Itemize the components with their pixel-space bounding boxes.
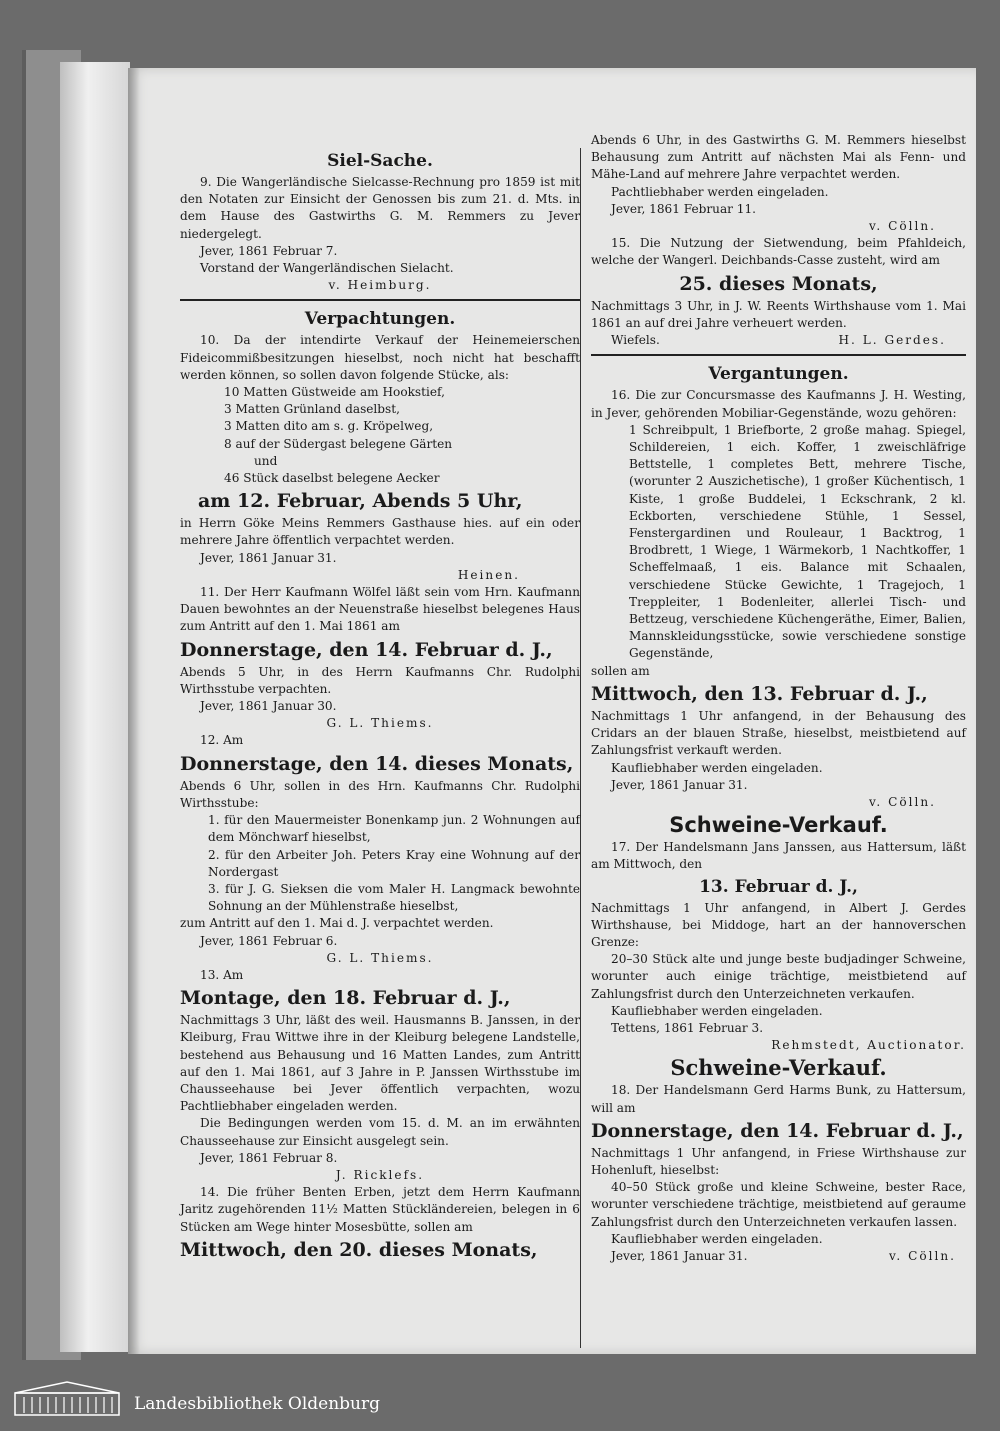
entry-10-date: Jever, 1861 Januar 31.	[200, 550, 337, 565]
entry-10-item: 10 Matten Güstweide am Hookstief,	[224, 385, 445, 400]
right-column	[591, 132, 966, 1265]
newspaper-page	[128, 68, 976, 1354]
entry-14-text: 14. Die früher Benten Erben, jetzt dem Herrn Kaufmann Jaritz zugehörenden 11½ Matten Stückländereien, belegen in 6 Stücken am Wege hinter Mosesbütte, sollen am	[180, 1185, 580, 1234]
entry-11-signature: G. L. Thiems.	[326, 716, 434, 731]
entry-11-text-2: Abends 5 Uhr, in des Herrn Kaufmanns Chr. Rudolphi Wirthsstube verpachten.	[180, 664, 580, 696]
entry-18-text-2: Nachmittags 1 Uhr anfangend, in Friese Wirthshause zur Hohenluft, hieselbst:	[591, 1145, 966, 1177]
vergantungen-heading: Vergantungen.	[708, 364, 849, 385]
library-name: Landesbibliothek Oldenburg	[134, 1394, 381, 1414]
entry-18-signature: v. Cölln.	[889, 1249, 956, 1264]
continuation-invite: Pachtliebhaber werden eingeladen.	[611, 184, 829, 199]
entry-13-text-2: Die Bedingungen werden vom 15. d. M. an im erwähnten Chausseehause zur Einsicht ausgelegt sein.	[180, 1116, 580, 1148]
entry-13-intro: 13. Am	[200, 967, 244, 982]
section-rule	[180, 299, 580, 301]
entry-16-invite: Kaufliebhaber werden eingeladen.	[611, 760, 823, 775]
entry-10-item: 3 Matten Grünland daselbst,	[224, 402, 400, 417]
entry-10-date-heading: am 12. Februar, Abends 5 Uhr,	[198, 490, 523, 513]
entry-10-item: 8 auf der Südergast belegene Gärten	[224, 436, 453, 451]
continuation-text: Abends 6 Uhr, in des Gastwirths G. M. Remmers hieselbst Behausung zum Antritt auf nächsten Mai als Fenn- und Mähe-Land auf mehrere Jahre verpachtet werden.	[591, 133, 966, 182]
entry-16-text: 16. Die zur Concursmasse des Kaufmanns J. H. Westing, in Jever, gehörenden Mobiliar-Gegenstände, wozu gehören:	[591, 388, 966, 420]
page-edges	[60, 62, 130, 1352]
library-building-icon	[14, 1381, 120, 1417]
entry-11-text: 11. Der Herr Kaufmann Wölfel läßt sein vom Hrn. Kaufmann Dauen bewohntes an der Neuenstraße hieselbst belegenes Haus zum Antritt auf den 1. Mai 1861 am	[180, 585, 580, 634]
entry-17-text: 17. Der Handelsmann Jans Janssen, aus Hattersum, läßt am Mittwoch, den	[591, 840, 966, 872]
entry-13-signature: J. Ricklefs.	[335, 1167, 425, 1182]
entry-10-item: und	[254, 453, 278, 468]
entry-12-signature: G. L. Thiems.	[326, 950, 434, 965]
entry-15-text-2: Nachmittags 3 Uhr, in J. W. Reents Wirthshause vom 1. Mai 1861 an auf drei Jahre verheuert werden.	[591, 298, 966, 330]
entry-16-items: 1 Schreibpult, 1 Briefborte, 2 große mahag. Spiegel, Schildereien, 1 eich. Koffer, 1 zweischläfrige Bettstelle, 1 completes Bett, mehrere Tische, (worunter 2 Auszichetische), 1 großer Küchentisch, 1 Kiste, 1 große Buddelei, 1 Eckschrank, 2 kl. Eckborten, verschiedene Stühle, 1 Sessel, Fenstergardinen und Rouleaur, 1 Backtrog, 1 Brodbrett, 1 Wiege, 1 Wärmekorb, 1 Nachtkoffer, 1 Scheffelmaaß, 1 eis. Balance mit Schaalen, verschiedene Stücke Gewichte, 1 Tragejoch, 1 Treppleiter, 1 Bodenleiter, allerlei Tisch- und Bettzeug, verschiedene Küchengeräthe, Eimer, Balien, Mannskleidungsstücke, sowie verschiedene sonstige Gegenstände,	[629, 422, 966, 661]
section-rule	[591, 354, 966, 356]
left-column	[180, 148, 580, 1264]
entry-11-date-heading: Donnerstage, den 14. Februar d. J.,	[180, 638, 553, 661]
entry-13-date: Jever, 1861 Februar 8.	[200, 1150, 338, 1165]
schweine-verkauf-heading-1: Schweine-Verkauf.	[669, 813, 888, 838]
entry-10-signature: Heinen.	[457, 567, 520, 582]
entry-16-date-heading: Mittwoch, den 13. Februar d. J.,	[591, 682, 928, 705]
continuation-date: Jever, 1861 Februar 11.	[611, 201, 757, 216]
entry-17-date: Tettens, 1861 Februar 3.	[611, 1020, 764, 1035]
entry-9-date: Jever, 1861 Februar 7.	[200, 243, 338, 258]
entry-18-date: Jever, 1861 Januar 31.	[611, 1248, 748, 1263]
entry-15-text: 15. Die Nutzung der Sietwendung, beim Pfahldeich, welche der Wangerl. Deichbands-Casse zusteht, wird am	[591, 236, 966, 268]
entry-10-text-2: in Herrn Göke Meins Remmers Gasthause hies. auf ein oder mehrere Jahre öffentlich verpachtet werden.	[180, 516, 580, 548]
entry-15-signature: H. L. Gerdes.	[838, 333, 946, 348]
entry-12-date-heading: Donnerstage, den 14. dieses Monats,	[180, 752, 574, 775]
entry-12-item: 1. für den Mauermeister Bonenkamp jun. 2 Wohnungen auf dem Mönchwarf hieselbst,	[208, 813, 580, 845]
entry-15-date-heading: 25. dieses Monats,	[679, 272, 878, 295]
continuation-signature: v. Cölln.	[869, 219, 936, 234]
entry-10-text: 10. Da der intendirte Verkauf der Heinemeierschen Fideicommißbesitzungen hieselbst, noch nicht hat beschafft werden können, so sollen davon folgende Stücke, als:	[180, 333, 580, 382]
entry-9-board: Vorstand der Wangerländischen Sielacht.	[200, 261, 454, 276]
entry-18-date-heading: Donnerstage, den 14. Februar d. J.,	[591, 1119, 964, 1142]
entry-9-text: 9. Die Wangerländische Sielcasse-Rechnung pro 1859 ist mit den Notaten zur Einsicht der Genossen bis zum 21. d. Mts. in dem Hause des Gastwirths G. M. Remmers zu Jever niedergelegt.	[180, 175, 580, 241]
entry-17-text-2: Nachmittags 1 Uhr anfangend, in Albert J. Gerdes Wirthshause, bei Middoge, hart an der hannoverschen Grenze:	[591, 900, 966, 949]
entry-12-text: Abends 6 Uhr, sollen in des Hrn. Kaufmanns Chr. Rudolphi Wirthsstube:	[180, 778, 580, 810]
entry-16-signature: v. Cölln.	[869, 794, 936, 809]
entry-12-text-2: zum Antritt auf den 1. Mai d. J. verpachtet werden.	[180, 916, 494, 931]
entry-18-invite: Kaufliebhaber werden eingeladen.	[611, 1231, 823, 1246]
column-divider	[580, 148, 581, 1348]
entry-16-date: Jever, 1861 Januar 31.	[611, 777, 748, 792]
entry-12-date: Jever, 1861 Februar 6.	[200, 933, 338, 948]
entry-10-item: 3 Matten dito am s. g. Kröpelweg,	[224, 419, 434, 434]
verpachtungen-heading: Verpachtungen.	[304, 309, 456, 330]
entry-17-text-3: 20–30 Stück alte und junge beste budjadinger Schweine, worunter auch einige trächtige, meistbietend auf Zahlungsfrist durch den Unterzeichneten verkaufen.	[591, 952, 966, 1001]
entry-18-text: 18. Der Handelsmann Gerd Harms Bunk, zu Hattersum, will am	[591, 1083, 966, 1115]
entry-17-date-heading: 13. Februar d. J.,	[699, 876, 858, 897]
page-fold-shadow	[128, 68, 140, 1354]
entry-12-intro: 12. Am	[200, 733, 244, 748]
entry-14-date-heading: Mittwoch, den 20. dieses Monats,	[180, 1238, 538, 1261]
entry-17-signature: Rehmstedt, Auctionator.	[771, 1038, 966, 1053]
entry-12-item: 2. für den Arbeiter Joh. Peters Kray eine Wohnung auf der Nordergast	[208, 847, 580, 879]
siel-heading: Siel-Sache.	[327, 151, 433, 171]
entry-16-solln: sollen am	[591, 663, 650, 678]
entry-13-text: Nachmittags 3 Uhr, läßt des weil. Hausmanns B. Janssen, in der Kleiburg, Frau Wittwe ihre in der Kleiburg belegene Landstelle, bestehend aus Behausung und 16 Matten Landes, zum Antritt auf den 1. Mai 1861, auf 3 Jahre in P. Janssen Wirthsstube im Chausseehause bei Jever öffentlich verpachten, wozu Pachtliebhaber eingeladen werden.	[180, 1013, 580, 1114]
entry-15-place: Wiefels.	[611, 333, 660, 348]
entry-12-item: 3. für J. G. Sieksen die vom Maler H. Langmack bewohnte Sohnung an der Mühlenstraße hieselbst,	[208, 881, 580, 914]
entry-9-signature: v. Heimburg.	[328, 278, 432, 293]
entry-13-date-heading: Montage, den 18. Februar d. J.,	[180, 987, 511, 1010]
entry-10-item: 46 Stück daselbst belegene Aecker	[224, 471, 440, 486]
schweine-verkauf-heading-2: Schweine-Verkauf.	[670, 1055, 887, 1081]
entry-17-invite: Kaufliebhaber werden eingeladen.	[611, 1003, 823, 1018]
entry-11-date: Jever, 1861 Januar 30.	[200, 699, 337, 714]
entry-16-text-2: Nachmittags 1 Uhr anfangend, in der Behausung des Cridars an der blauen Straße, hieselbst, meistbietend auf Zahlungsfrist verkauft werden.	[591, 708, 966, 758]
entry-18-text-3: 40–50 Stück große und kleine Schweine, bester Race, worunter verschiedene trächtige, meistbietend auf geraume Zahlungsfrist durch den Unterzeichneten verkaufen lassen.	[591, 1180, 966, 1229]
